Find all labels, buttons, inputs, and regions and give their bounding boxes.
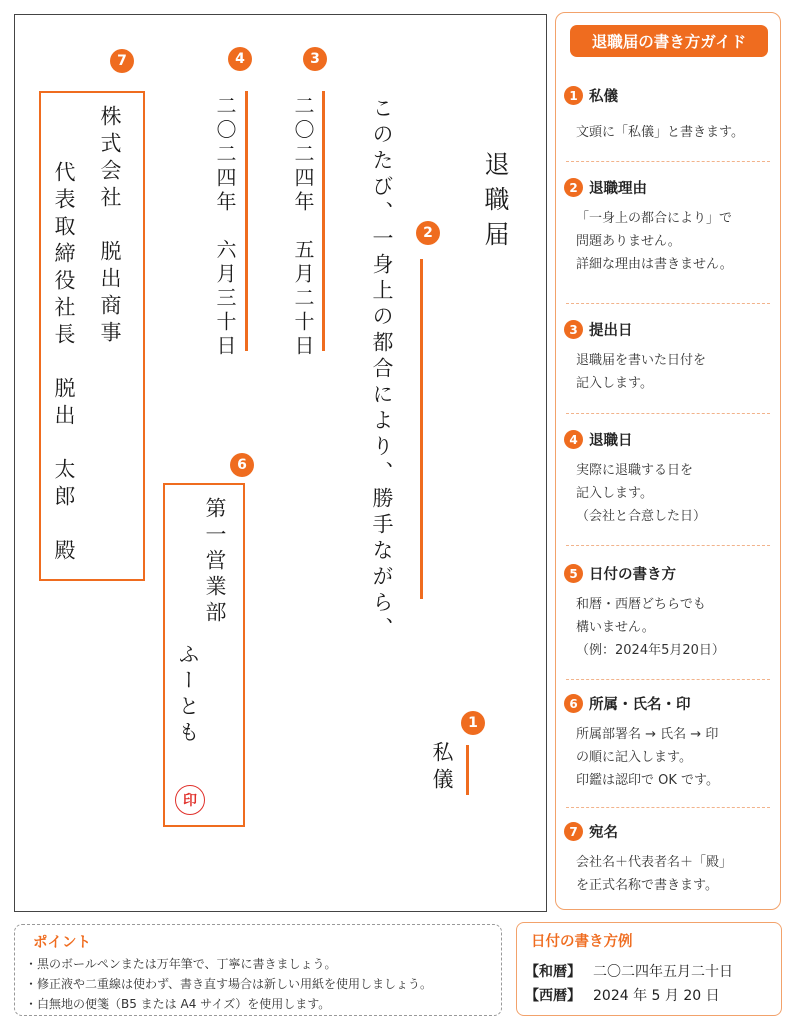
guide-divider — [566, 413, 770, 414]
resignation-letter — [14, 14, 547, 912]
guide-line: 印鑑は認印で OK です。 — [576, 773, 719, 788]
date-example-title: 日付の書き方例 — [531, 934, 633, 950]
guide-line: 「一身上の都合により」で — [576, 211, 733, 226]
guide-badge: 2 — [564, 178, 583, 197]
point-item: ・修正液や二重線は使わず、書き直す場合は新しい用紙を使用しましょう。 — [25, 977, 433, 991]
letter-submit-date: 二〇二四年 五月二十日 — [291, 95, 315, 359]
guide-section-title: 所属・氏名・印 — [589, 697, 691, 713]
guide-section-title: 退職日 — [589, 433, 633, 449]
letter-title: 退職届 — [481, 151, 510, 256]
date-example-box — [516, 922, 782, 1016]
point-title: ポイント — [33, 935, 91, 951]
letter-watakushigi: 私儀 — [430, 741, 454, 795]
guide-section-title: 宛名 — [589, 825, 618, 841]
date-example-label: 【和暦】 — [525, 964, 581, 980]
point-item: ・白無地の便箋（B5 または A4 サイズ）を使用します。 — [25, 997, 331, 1011]
guide-line: 構いません。 — [576, 620, 655, 635]
badge-2: 2 — [416, 221, 440, 245]
badge-1: 1 — [461, 711, 485, 735]
guide-badge: 6 — [564, 694, 583, 713]
guide-divider — [566, 303, 770, 304]
badge-6: 6 — [230, 453, 254, 477]
guide-line: 和暦・西暦どちらでも — [576, 597, 706, 612]
date-example-row — [525, 961, 733, 981]
guide-line: 所属部署名 → 氏名 → 印 — [576, 727, 719, 742]
letter-company: 株式会社 脱出商事 — [98, 105, 122, 348]
guide-divider — [566, 679, 770, 680]
guide-section-title: 私儀 — [589, 89, 618, 105]
letter-body-line: このたび、一身上の都合により、勝手ながら、 — [370, 97, 394, 643]
guide-line: 記入します。 — [576, 486, 653, 501]
date-example-label: 【西暦】 — [525, 988, 581, 1004]
letter-department: 第一営業部 — [203, 497, 227, 627]
guide-divider — [566, 545, 770, 546]
guide-line: （会社と合意した日） — [576, 509, 707, 524]
guide-section-title: 日付の書き方 — [589, 567, 676, 583]
guide-badge: 7 — [564, 822, 583, 841]
date-example-value: 2024 年 5 月 20 日 — [593, 988, 720, 1004]
guide-line: （例：2024年5月20日） — [576, 643, 725, 658]
guide-line: 実際に退職する日を — [576, 463, 694, 478]
underline-reason — [420, 259, 423, 599]
guide-line: 退職届を書いた日付を — [576, 353, 707, 368]
guide-title: 退職届の書き方ガイド — [570, 25, 768, 57]
underline-watakushigi — [466, 745, 469, 795]
letter-retire-date: 二〇二四年 六月三十日 — [213, 95, 237, 359]
badge-7: 7 — [110, 49, 134, 73]
point-box — [14, 924, 502, 1016]
badge-3: 3 — [303, 47, 327, 71]
guide-badge: 5 — [564, 564, 583, 583]
guide-badge: 4 — [564, 430, 583, 449]
guide-badge: 1 — [564, 86, 583, 105]
date-example-row — [525, 985, 720, 1005]
guide-line: 会社名＋代表者名＋「殿」 — [576, 855, 733, 870]
point-item: ・黒のボールペンまたは万年筆で、丁寧に書きましょう。 — [25, 957, 337, 971]
guide-line: 文頭に「私儀」と書きます。 — [576, 125, 744, 140]
letter-addressee: 代表取締役社長 脱出 太郎 殿 — [52, 161, 76, 566]
guide-line: 問題ありません。 — [576, 234, 681, 249]
date-example-value: 二〇二四年五月二十日 — [593, 964, 733, 980]
guide-section-title: 退職理由 — [589, 181, 647, 197]
guide-line: 詳細な理由は書きません。 — [576, 257, 733, 272]
badge-4: 4 — [228, 47, 252, 71]
guide-divider — [566, 161, 770, 162]
guide-line: の順に記入します。 — [576, 750, 692, 765]
guide-divider — [566, 807, 770, 808]
seal-stamp: 印 — [175, 785, 205, 815]
guide-badge: 3 — [564, 320, 583, 339]
guide-section-title: 提出日 — [589, 323, 633, 339]
guide-line: を正式名称で書きます。 — [576, 878, 718, 893]
guide-line: 記入します。 — [576, 376, 653, 391]
letter-name: ふーとも — [176, 643, 200, 747]
writing-guide — [555, 12, 781, 910]
underline-submit-date — [322, 91, 325, 351]
underline-retire-date — [245, 91, 248, 351]
